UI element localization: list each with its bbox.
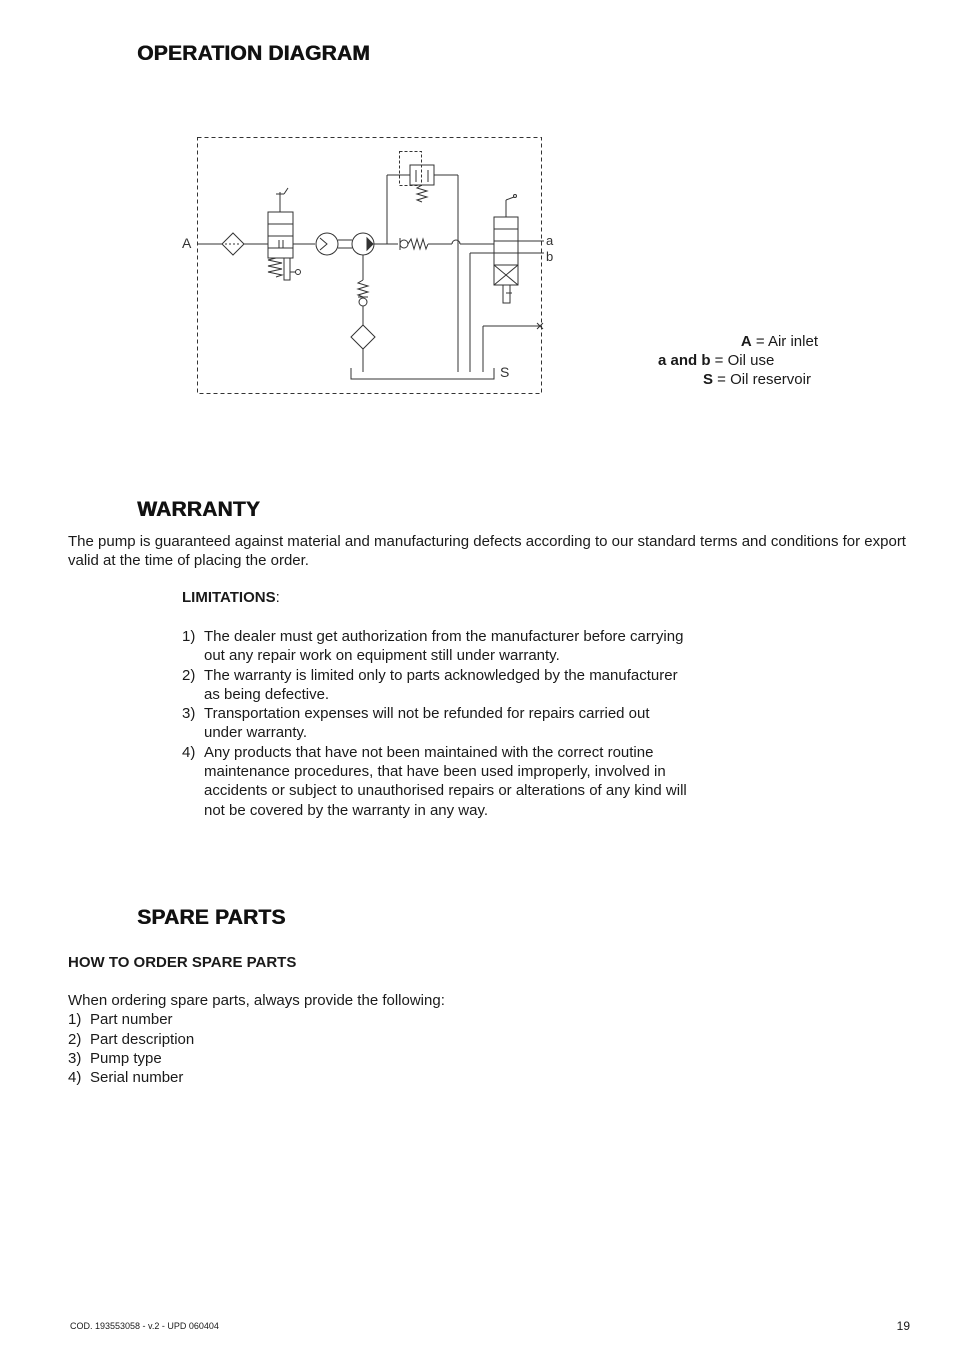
label-a-air-inlet: A xyxy=(182,235,192,251)
legend-text: = Oil reservoir xyxy=(713,371,811,388)
list-text: Part number xyxy=(90,1011,173,1029)
legend-item xyxy=(658,352,774,369)
limitations-label: LIMITATIONS xyxy=(182,589,276,606)
list-text: Transportation expenses will not be refunded for repairs carried out under warranty. xyxy=(204,705,650,742)
warranty-title: WARRANTY xyxy=(137,498,260,521)
list-item xyxy=(68,1010,668,1029)
hydraulic-schematic xyxy=(0,0,954,420)
limitations-list xyxy=(182,627,692,820)
list-item xyxy=(68,1030,668,1049)
list-text: The dealer must get authorization from the manufacturer before carrying out any repair work on equipment still under warranty. xyxy=(204,628,684,665)
oil-reservoir-symbol xyxy=(351,368,494,379)
label-s-reservoir: S xyxy=(500,364,510,380)
oil-filter-symbol xyxy=(351,325,375,349)
legend-text: = Oil use xyxy=(710,352,775,369)
list-item xyxy=(68,1049,668,1068)
list-text: The warranty is limited only to parts acknowledged by the manufacturer as being defective. xyxy=(204,666,678,703)
limitations-heading xyxy=(182,588,280,607)
list-number: 4) xyxy=(182,743,196,761)
operation-diagram-title: OPERATION DIAGRAM xyxy=(137,42,370,65)
warranty-intro: The pump is guaranteed against material and manufacturing defects according to our standard terms and conditions for export valid at the time of placing the order. xyxy=(68,533,906,570)
document-code: COD. 193553058 - v.2 - UPD 060404 xyxy=(70,1321,219,1331)
list-text: Any products that have not been maintained with the correct routine maintenance procedures, that have been used improperly, involved in accidents or subject to unauthorised repairs or alterations of any kind will not be covered by the warranty in any way. xyxy=(204,743,687,819)
list-item xyxy=(182,666,692,705)
legend-text: = Air inlet xyxy=(751,333,818,350)
legend-key: A xyxy=(740,333,752,350)
schematic-boundary xyxy=(198,138,542,394)
list-number: 2) xyxy=(68,1030,82,1048)
spare-parts-intro: When ordering spare parts, always provide the following: xyxy=(68,992,445,1009)
list-number: 3) xyxy=(182,705,196,723)
list-text: Pump type xyxy=(90,1049,162,1067)
air-valve-symbol xyxy=(268,188,301,280)
how-to-order-heading: HOW TO ORDER SPARE PARTS xyxy=(68,954,297,971)
list-item xyxy=(182,704,692,743)
list-item xyxy=(68,1068,668,1087)
spare-parts-title: SPARE PARTS xyxy=(137,906,286,929)
list-number: 1) xyxy=(68,1011,82,1029)
list-number: 2) xyxy=(182,666,196,684)
legend-key: S xyxy=(703,371,714,388)
legend-item xyxy=(703,371,811,388)
directional-valve-symbol xyxy=(494,195,518,304)
legend-item xyxy=(741,333,818,350)
label-b-oil-use: b xyxy=(546,249,554,264)
list-item xyxy=(182,743,692,820)
spare-parts-list xyxy=(68,991,668,1087)
legend-key: a and b xyxy=(658,352,711,369)
list-number: 1) xyxy=(182,628,196,645)
list-item xyxy=(182,627,692,666)
limitations-suffix: : xyxy=(275,589,280,606)
list-text: Part description xyxy=(90,1030,195,1048)
label-a-oil-use: a xyxy=(546,233,554,248)
page-number: 19 xyxy=(896,1319,910,1333)
list-text: Serial number xyxy=(90,1069,184,1087)
list-number: 3) xyxy=(68,1049,82,1067)
list-number: 4) xyxy=(68,1069,82,1087)
